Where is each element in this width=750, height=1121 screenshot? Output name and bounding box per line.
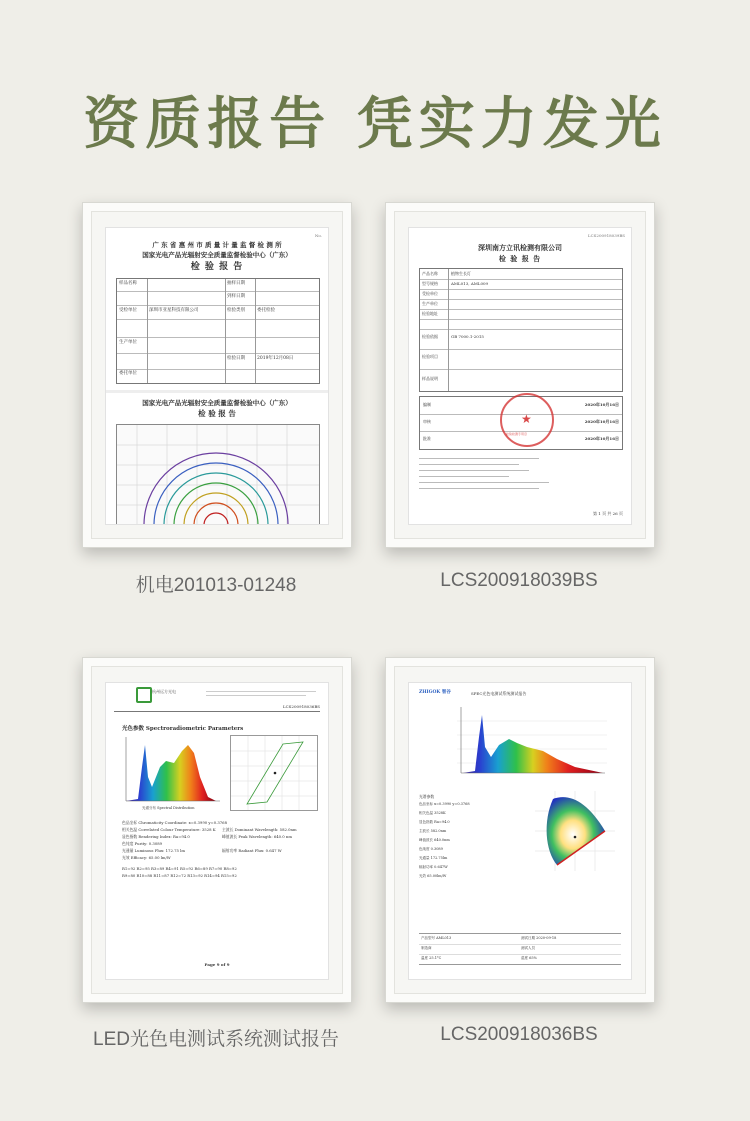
chromaticity-chart [230,735,318,811]
page-number: 第 1 页 共 26 页 [593,511,623,516]
report-frame-4[interactable] [385,657,655,1003]
seal-text: 检验检测专用章 [506,432,528,436]
doc-heading: 检 验 报 告 [190,262,244,272]
table-row: 温度 25.1°C [421,956,442,960]
doc-title: 深圳南方立讯检测有限公司 [478,243,562,252]
sign-label: 审核 [423,419,431,424]
doc-form-table [419,268,623,392]
parameter-line: 色品坐标 Chromaticity Coordinate: x=0.3990 y=0.3768 [122,820,227,825]
field-value: 2019年12月08日 [257,356,294,361]
field-label: 到样日期 [227,294,245,299]
report-document [408,227,632,525]
report-frame-3[interactable] [82,657,352,1003]
field-value: 植物生长灯 [451,271,471,276]
doc-heading: 检 验 报 告 [498,254,542,263]
report-document [105,227,329,525]
org-name: 杭州远方光电 [152,689,176,694]
cie-diagram [535,791,615,871]
field-label: 样品名称 [119,281,137,286]
field-label: 产品名称 [422,271,438,276]
parameter-line: R1=92 R2=95 R3=89 R4=91 R5=92 R6=89 R7=90 R8=92 [122,866,237,871]
seal-stamp: ★ 检验检测专用章 [500,393,554,447]
parameter-line: 光效 Efficacy: 65.00 lm/W [122,855,171,860]
table-label: 光谱参数 [419,794,435,799]
headline: 资质报告 凭实力发光 [83,92,667,157]
report-caption-3: LED光色电测试系统测试报告 [93,1029,339,1050]
report-frame-2[interactable] [385,202,655,548]
parameter-line: 主波长 Dominant Wavelength: 582.0nm [222,827,297,832]
notes-block [419,454,621,498]
field-label: 生产单位 [119,340,137,345]
table-row: 光效 65.00lm/W [419,874,447,878]
table-row: 色纯度 0.3089 [419,847,443,851]
footer-table [419,933,621,965]
field-label: 检验日期 [227,356,245,361]
field-label: 检验地址 [422,311,438,316]
table-row: 湿度 65% [521,956,537,960]
parameter-line: 色纯度 Purity: 0.3089 [122,841,163,846]
doc-heading-2: 检 验 报 告 [198,409,236,418]
field-value: 委托检验 [257,308,275,313]
polar-distribution-chart [116,424,320,525]
table-row: 产品型号 AML013 [421,936,452,940]
table-row: 辐射功率 0.647W [419,865,448,869]
table-row: 测试日期 2020-09-18 [521,936,557,940]
parameter-line: 相关色温 Correlated Colour Temperature: 3528 K [122,827,216,832]
doc-form-table [116,278,320,384]
doc-title: 广 东 省 惠 州 市 质 量 计 量 监 督 检 测 所 [152,241,282,249]
report-caption-1: 机电201013-01248 [135,575,297,596]
parameter-line: 峰值波长 Peak Wavelength: 640.0 nm [222,834,292,839]
report-number: LCS200918036BS [282,704,320,709]
field-label: 委托单位 [119,371,137,376]
table-row: 光通量 172.75lm [419,856,448,860]
parameter-line: 光通量 Luminous Flux: 172.75 lm [122,848,185,853]
parameter-line: 显色指数 Rendering Index: Ra=94.0 [122,834,190,839]
field-label: 检验项目 [422,354,438,359]
field-label: 检验依据 [422,334,438,339]
parameter-table [419,803,499,893]
sign-date: 2020年10月16日 [584,402,619,407]
sign-date: 2020年10月16日 [584,436,619,441]
sign-date: 2020年10月16日 [584,419,619,424]
org-logo [136,687,152,703]
table-row: 制造商 [421,946,432,950]
section-title: 光色参数 Spectroradiometric Parameters [122,726,244,732]
field-label: 受检单位 [422,291,438,296]
page-number: Page 9 of 9 [204,962,230,967]
doc-report-no: LCS200918039BS [587,233,625,238]
report-caption-2: LCS200918039BS [440,570,598,591]
chart-legend: 光谱分布 Spectral Distribution [142,806,195,810]
table-row: 峰值波长 640.0nm [419,838,450,842]
doc-title-2: 国家光电产品光辐射安全质量监督检验中心（广东） [142,399,292,407]
field-label: 型号规格 [422,281,438,286]
field-value: 深圳市亚星科技有限公司 [149,308,199,313]
doc-subtitle: 国家光电产品光辐射安全质量监督检验中心（广东） [142,251,292,259]
brand-logo: ZHIGOK 智谷 [419,690,451,695]
table-row: 主波长 582.0nm [419,829,447,833]
report-document [105,682,329,980]
field-value: AML013, AML009 [451,281,489,286]
spectrum-chart [457,707,607,777]
parameter-line: 辐射功率 Radiant Flux: 0.647 W [222,848,282,853]
parameter-line: R9=80 R10=88 R11=87 R12=72 R13=92 R14=94 R15=92 [122,873,237,878]
field-label: 生产单位 [422,301,438,306]
table-row: 测试人员 [521,946,535,950]
report-frame-1[interactable] [82,202,352,548]
table-row: 相关色温 3528K [419,811,446,815]
report-document [408,682,632,980]
table-row: 显色指数 Ra=94.0 [419,820,450,824]
signature-block [419,396,623,450]
sign-label: 编制 [423,402,431,407]
report-caption-4: LCS200918036BS [440,1024,598,1045]
sign-label: 批准 [423,436,431,441]
field-label: 检验类别 [227,308,245,313]
field-label: 受检单位 [119,308,137,313]
table-row: 色品坐标 x=0.3990 y=0.3768 [419,802,470,806]
doc-title: SPEC光色电测试系统测试报告 [471,691,527,696]
field-label: 抽样日期 [227,281,245,286]
page-break [106,390,328,393]
spectrum-chart [122,737,222,805]
field-label: 样品说明 [422,376,438,381]
doc-number: No. [314,233,322,238]
field-value: GB 7000.1-2015 [451,334,484,339]
